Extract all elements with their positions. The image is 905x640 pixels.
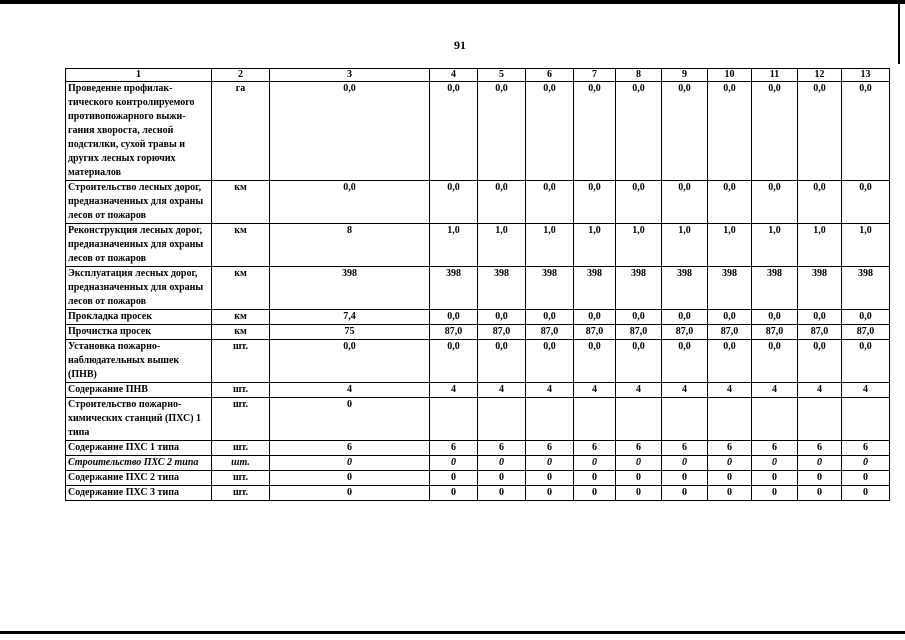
table-cell: 0	[798, 486, 842, 501]
table-cell: 6	[430, 441, 478, 456]
table-cell: 0,0	[616, 181, 662, 224]
table-cell: 1,0	[842, 224, 890, 267]
column-header: 10	[708, 69, 752, 82]
table-cell: 0,0	[708, 310, 752, 325]
table-cell: 0	[616, 486, 662, 501]
table-cell: 6	[478, 441, 526, 456]
table-cell: 398	[842, 267, 890, 310]
table-cell: 6	[574, 441, 616, 456]
row-unit: шт.	[212, 383, 270, 398]
table-cell: 0,0	[574, 82, 616, 181]
table-cell: 87,0	[430, 325, 478, 340]
row-unit: шт.	[212, 441, 270, 456]
table-cell	[662, 398, 708, 441]
table-cell: 0,0	[752, 340, 798, 383]
table-cell: 0,0	[798, 82, 842, 181]
row-unit: км	[212, 310, 270, 325]
table-cell: 0,0	[842, 82, 890, 181]
table-cell: 6	[708, 441, 752, 456]
table-cell: 0,0	[842, 310, 890, 325]
table-cell: 6	[798, 441, 842, 456]
table-row	[66, 224, 890, 267]
header-row	[66, 69, 890, 82]
table-cell: 87,0	[798, 325, 842, 340]
table-row	[66, 486, 890, 501]
table-cell: 8	[270, 224, 430, 267]
table-cell	[708, 398, 752, 441]
table-cell: 0,0	[430, 181, 478, 224]
table-cell: 0,0	[616, 340, 662, 383]
table-cell: 0,0	[752, 82, 798, 181]
table-row	[66, 181, 890, 224]
table-cell: 0,0	[478, 82, 526, 181]
table-cell: 6	[526, 441, 574, 456]
table-cell: 0	[752, 486, 798, 501]
table-cell: 4	[798, 383, 842, 398]
row-label: Содержание ПХС 3 типа	[66, 486, 212, 501]
table-cell: 4	[708, 383, 752, 398]
table-cell: 0,0	[662, 82, 708, 181]
table-cell: 6	[270, 441, 430, 456]
table-cell: 4	[574, 383, 616, 398]
row-unit: шт.	[212, 456, 270, 471]
table-cell: 0	[798, 456, 842, 471]
table-cell: 398	[798, 267, 842, 310]
table-cell: 1,0	[662, 224, 708, 267]
table-cell: 398	[708, 267, 752, 310]
column-header: 4	[430, 69, 478, 82]
table-cell: 0	[270, 398, 430, 441]
table-cell: 398	[752, 267, 798, 310]
table-cell: 0	[574, 471, 616, 486]
table-cell: 0,0	[842, 340, 890, 383]
column-header: 5	[478, 69, 526, 82]
table-cell: 6	[616, 441, 662, 456]
table-cell: 0	[662, 471, 708, 486]
table-cell: 0	[526, 456, 574, 471]
data-table	[65, 68, 890, 501]
table-cell: 87,0	[478, 325, 526, 340]
table-cell	[430, 398, 478, 441]
table-row	[66, 340, 890, 383]
table-cell: 0,0	[798, 340, 842, 383]
table-cell: 4	[842, 383, 890, 398]
table-cell	[478, 398, 526, 441]
row-label: Строительство ПХС 2 типа	[66, 456, 212, 471]
table-cell: 1,0	[574, 224, 616, 267]
column-header: 1	[66, 69, 212, 82]
table-cell: 1,0	[526, 224, 574, 267]
table-cell: 0	[662, 456, 708, 471]
table-cell: 87,0	[526, 325, 574, 340]
column-header: 2	[212, 69, 270, 82]
table-cell: 0	[708, 456, 752, 471]
table-cell	[574, 398, 616, 441]
table-cell: 0,0	[574, 340, 616, 383]
table-cell: 0	[752, 471, 798, 486]
column-header: 8	[616, 69, 662, 82]
column-header: 11	[752, 69, 798, 82]
table-cell: 0	[270, 456, 430, 471]
table-cell: 0,0	[270, 181, 430, 224]
table-cell: 0,0	[798, 181, 842, 224]
row-label: Строительство пожарно-химических станций (ПХС) 1 типа	[66, 398, 212, 441]
table-row	[66, 398, 890, 441]
table-cell: 1,0	[478, 224, 526, 267]
table-cell: 0,0	[616, 310, 662, 325]
page-number: 91	[454, 38, 466, 52]
table-cell: 0,0	[752, 310, 798, 325]
table-cell: 0	[478, 456, 526, 471]
table-cell: 0	[270, 471, 430, 486]
row-label: Прочистка просек	[66, 325, 212, 340]
table-cell: 0,0	[526, 310, 574, 325]
table-cell: 0,0	[526, 340, 574, 383]
table-cell: 0	[430, 471, 478, 486]
row-unit: км	[212, 224, 270, 267]
table-cell: 75	[270, 325, 430, 340]
table-cell: 0,0	[842, 181, 890, 224]
table-row	[66, 471, 890, 486]
table-cell: 0	[478, 486, 526, 501]
row-label: Реконструкция лесных дорог, предназначенных для охраны лесов от пожаров	[66, 224, 212, 267]
table-cell: 0	[708, 486, 752, 501]
top-border	[0, 0, 905, 4]
table-cell: 0	[526, 471, 574, 486]
row-label: Установка пожарно-наблюдательных вышек (ПНВ)	[66, 340, 212, 383]
table-cell: 0,0	[270, 82, 430, 181]
bottom-border	[0, 631, 905, 634]
table-cell: 0	[798, 471, 842, 486]
row-label: Проведение профилак-тического контролируемого противопожарного выжи-гания хворостa, лесной подстилки, сухой травы и других лесных горючих материалов	[66, 82, 212, 181]
table-cell: 0	[842, 471, 890, 486]
table-row	[66, 82, 890, 181]
table-cell: 0,0	[430, 340, 478, 383]
table-cell: 4	[752, 383, 798, 398]
table-cell: 87,0	[708, 325, 752, 340]
row-label: Эксплуатация лесных дорог, предназначенных для охраны лесов от пожаров	[66, 267, 212, 310]
row-label: Содержание ПХС 1 типа	[66, 441, 212, 456]
table-cell: 6	[842, 441, 890, 456]
table-cell	[752, 398, 798, 441]
column-header: 6	[526, 69, 574, 82]
table-cell: 0	[842, 456, 890, 471]
table-cell: 1,0	[798, 224, 842, 267]
row-unit: шт.	[212, 398, 270, 441]
table-cell: 0,0	[430, 310, 478, 325]
table-cell: 398	[616, 267, 662, 310]
table-cell: 0,0	[662, 310, 708, 325]
table-cell: 0	[752, 456, 798, 471]
table-cell: 0,0	[526, 181, 574, 224]
table-cell: 87,0	[616, 325, 662, 340]
table-row	[66, 267, 890, 310]
table-cell: 0	[708, 471, 752, 486]
table-cell: 0,0	[478, 310, 526, 325]
table-cell: 0	[430, 456, 478, 471]
row-unit: км	[212, 181, 270, 224]
table-row	[66, 310, 890, 325]
table-row	[66, 383, 890, 398]
table-cell: 398	[526, 267, 574, 310]
table-cell: 0,0	[708, 340, 752, 383]
table-cell: 4	[430, 383, 478, 398]
table-cell: 0	[842, 486, 890, 501]
table-cell: 0	[270, 486, 430, 501]
table-cell: 6	[752, 441, 798, 456]
table-cell: 1,0	[430, 224, 478, 267]
table-cell: 87,0	[574, 325, 616, 340]
table-cell: 87,0	[752, 325, 798, 340]
table-cell: 1,0	[752, 224, 798, 267]
table-cell: 0,0	[574, 310, 616, 325]
table-body	[66, 82, 890, 501]
row-label: Содержание ПНВ	[66, 383, 212, 398]
table-cell: 4	[616, 383, 662, 398]
row-unit: шт.	[212, 486, 270, 501]
row-label: Прокладка просек	[66, 310, 212, 325]
table-cell: 398	[574, 267, 616, 310]
table-cell: 398	[662, 267, 708, 310]
table-cell: 6	[662, 441, 708, 456]
table-cell: 0	[662, 486, 708, 501]
table-cell: 398	[270, 267, 430, 310]
table-cell	[798, 398, 842, 441]
row-unit: км	[212, 267, 270, 310]
table-cell: 0,0	[478, 340, 526, 383]
table-cell: 398	[430, 267, 478, 310]
table-cell: 0,0	[662, 181, 708, 224]
table-cell: 398	[478, 267, 526, 310]
table-cell: 4	[526, 383, 574, 398]
table-cell: 0,0	[798, 310, 842, 325]
table-cell: 4	[270, 383, 430, 398]
table-cell: 0	[526, 486, 574, 501]
column-header: 12	[798, 69, 842, 82]
table-cell	[842, 398, 890, 441]
table-cell: 0	[616, 471, 662, 486]
row-unit: га	[212, 82, 270, 181]
column-header: 3	[270, 69, 430, 82]
table-cell: 1,0	[708, 224, 752, 267]
row-label: Строительство лесных дорог, предназначенных для охраны лесов от пожаров	[66, 181, 212, 224]
table-cell: 0,0	[574, 181, 616, 224]
table-cell: 0	[430, 486, 478, 501]
table-cell: 0,0	[708, 181, 752, 224]
table-cell: 4	[478, 383, 526, 398]
row-unit: шт.	[212, 340, 270, 383]
column-header: 9	[662, 69, 708, 82]
table-cell	[526, 398, 574, 441]
table-cell: 87,0	[662, 325, 708, 340]
table-cell: 0,0	[616, 82, 662, 181]
table-row	[66, 325, 890, 340]
row-unit: шт.	[212, 471, 270, 486]
table-cell: 7,4	[270, 310, 430, 325]
table-row	[66, 441, 890, 456]
column-header: 13	[842, 69, 890, 82]
table-cell: 0	[574, 486, 616, 501]
column-header: 7	[574, 69, 616, 82]
table-cell: 0,0	[526, 82, 574, 181]
table-cell: 0,0	[708, 82, 752, 181]
table-cell: 0,0	[662, 340, 708, 383]
table-row	[66, 456, 890, 471]
table-cell	[616, 398, 662, 441]
table-cell: 0,0	[478, 181, 526, 224]
right-edge-mark	[898, 4, 900, 64]
table-cell: 0,0	[270, 340, 430, 383]
table-cell: 87,0	[842, 325, 890, 340]
row-label: Содержание ПХС 2 типа	[66, 471, 212, 486]
table-cell: 0	[616, 456, 662, 471]
table-cell: 0,0	[430, 82, 478, 181]
table-cell: 0,0	[752, 181, 798, 224]
table-cell: 0	[478, 471, 526, 486]
table-cell: 0	[574, 456, 616, 471]
table-cell: 4	[662, 383, 708, 398]
table-cell: 1,0	[616, 224, 662, 267]
row-unit: км	[212, 325, 270, 340]
